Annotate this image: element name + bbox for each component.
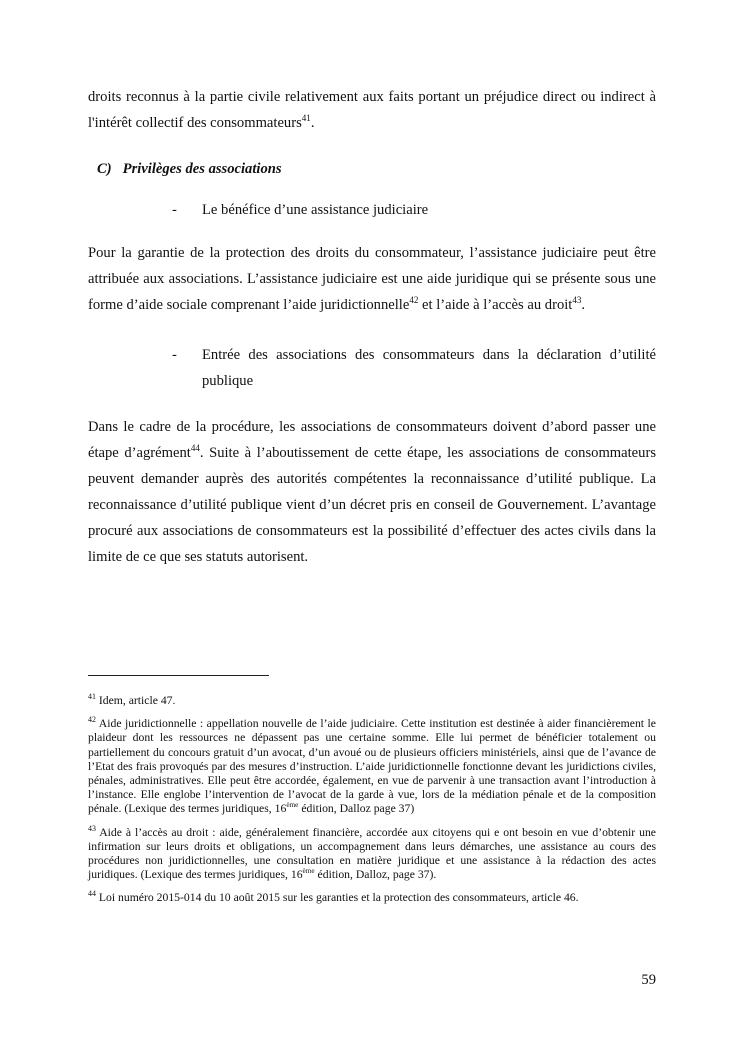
bullet-text: Entrée des associations des consommateurs dans la déclaration d’utilité publique: [202, 347, 656, 389]
bullet-dash: -: [172, 202, 177, 218]
bullet-public-utility: [172, 342, 656, 394]
footnote-43: $^{43}$ Aide à l’accès au droit : aide, généralement financière, accordée aux citoyens qui e ont besoin en vue d’obtenir une infirmation sur leurs droits et obligations, un accompagnement dans leurs démarches, une assistance au cours des procédures non juridictionnelles, une consultation en matière juridique et une assistance à la rédaction des actes juridiques. (Lexique des termes juridiques, 16ème édition, Dalloz, page 37).: [88, 823, 656, 882]
footnote-ref-44[interactable]: 44: [190, 443, 200, 454]
footnote-41: $^{41}$ Idem, article 47.: [88, 692, 176, 707]
section-heading: [97, 156, 282, 182]
paragraph-procedure: Dans le cadre de la procédure, les associations de consommateurs doivent d’abord passer une étape d’agrément$^{44}$. Suite à l’aboutissement de cette étape, les associations de consommateurs peuvent demander auprès des autorités compétentes la reconnaissance d’utilité publique. La reconnaissance d’utilité publique vient d’un décret pris en conseil de Gouvernement. L’avantage procuré aux associations de consommateurs est la possibilité d’effectuer des actes civils dans la limite de ce que ses statuts autorisent.: [88, 419, 656, 565]
footnote-42: $^{42}$ Aide juridictionnelle : appellation nouvelle de l’aide judiciaire. Cette institution est destinée à aider financièrement le plaideur dont les ressources ne dépassent pas une certaine somme. Elle lui permet de bénéficier totalement ou partiellement du concours gratuit d’un avocat, d’un avoué ou de plusieurs officiers ministériels, ainsi que de l’avance de l’Etat des frais provoqués par des mesures d’instruction. L’aide juridictionnelle fonctionne devant les juridictions civiles, pénales, administratives. Elle peut être accordée, également, en vue de parvenir à une transaction avant l’introduction à l’instance. Elle englobe l’intervention de l’avocat de la garde à vue, lors de la médiation pénale et de la composition pénale. (Lexique des termes juridiques, 16ème édition, Dalloz page 37): [88, 715, 656, 816]
page-number: 59: [641, 972, 656, 988]
footnote-ref-43[interactable]: 43: [572, 295, 582, 306]
bullet-judicial-assistance: [172, 197, 656, 223]
bullet-dash: -: [172, 347, 177, 363]
paragraph-judicial-assistance: Pour la garantie de la protection des droits du consommateur, l’assistance judiciaire peut être attribuée aux associations. L’assistance judiciaire est une aide juridique qui se présente sous une forme d’aide sociale comprenant l’aide juridictionnelle$^{42}$ et l’aide à l’accès au droit$^{43}$.: [88, 245, 656, 313]
footnote-44: $^{44}$ Loi numéro 2015-014 du 10 août 2015 sur les garanties et la protection des consommateurs, article 46.: [88, 889, 579, 905]
bullet-text: Le bénéfice d’une assistance judiciaire: [202, 202, 429, 218]
paragraph-consumer-rights: droits reconnus à la partie civile relativement aux faits portant un préjudice direct ou indirect à l'intérêt collectif des consommateurs$^{41}$.: [88, 89, 656, 131]
footnotes: [88, 694, 656, 906]
section-label: C): [97, 161, 112, 177]
section-title: Privilèges des associations: [122, 161, 282, 177]
footnote-ref-42[interactable]: 42: [409, 295, 419, 306]
footnote-ref-41[interactable]: 41: [301, 113, 311, 124]
footnote-separator: [88, 675, 269, 676]
